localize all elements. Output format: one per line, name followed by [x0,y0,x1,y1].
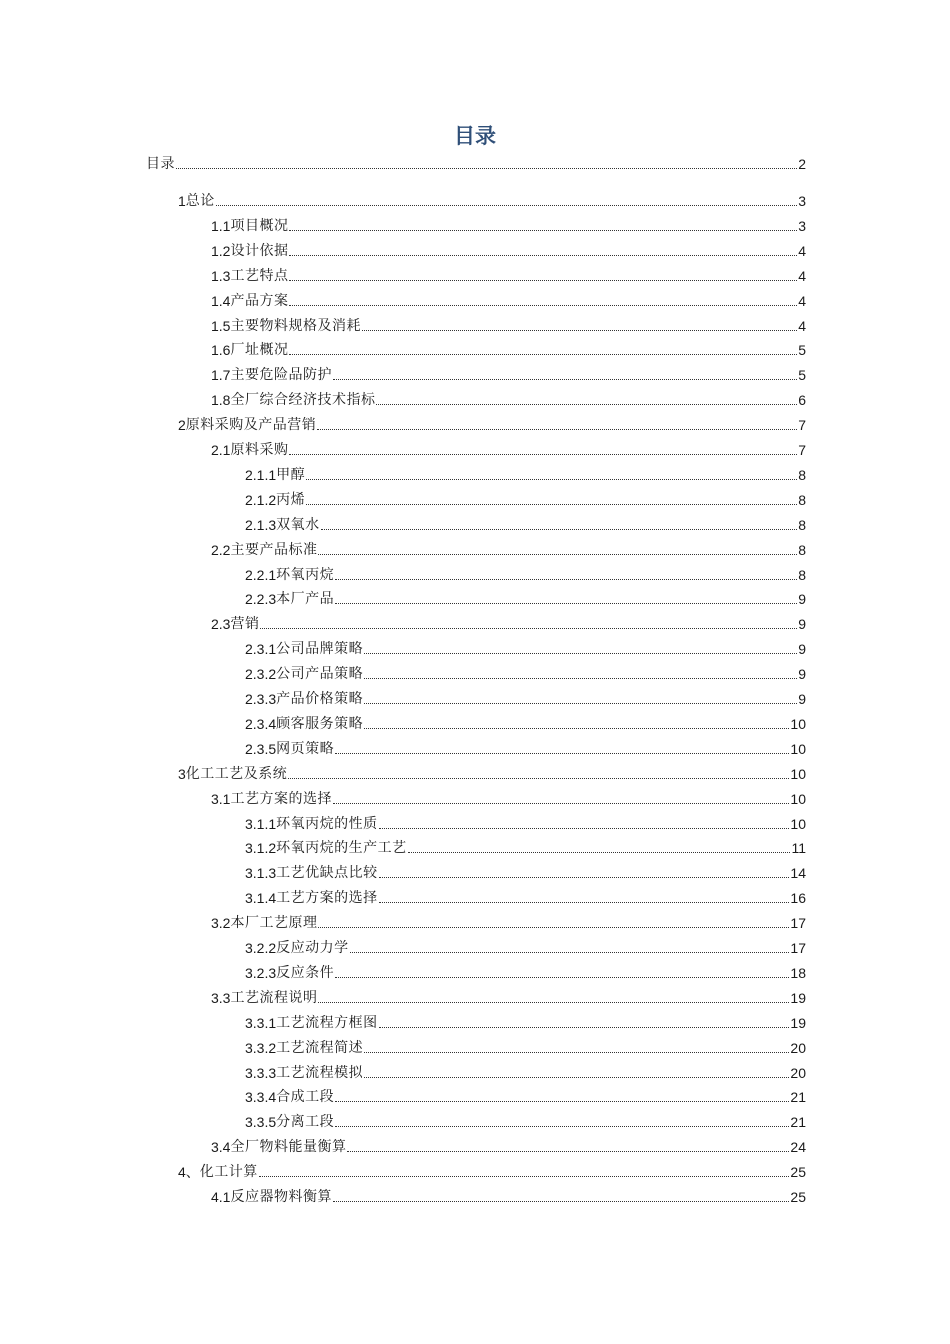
toc-entry-label: 环氧丙烷的性质 [276,815,378,832]
toc-dot-leader [350,952,790,953]
toc-entry-label: 分离工段 [276,1114,335,1131]
toc-entry[interactable] [211,613,806,633]
toc-entry[interactable] [245,962,806,982]
toc-dot-leader [379,828,790,829]
toc-entry-label: 主要产品标准 [230,541,318,558]
toc-entry[interactable] [178,763,806,783]
toc-entry-number: 3.2.2 [245,940,277,956]
toc-entry-page: 9 [798,691,806,707]
toc-entry[interactable] [245,489,806,509]
toc-dot-leader [379,1027,790,1028]
toc-entry-page: 8 [798,466,806,483]
toc-entry[interactable] [245,713,806,733]
toc-entry[interactable] [245,1086,806,1106]
toc-entry-number: 2.1 [211,442,231,458]
toc-entry-label: 工艺流程方框图 [276,1014,378,1031]
toc-dot-leader [289,454,797,455]
toc-entry-label: 工艺流程简述 [276,1039,364,1056]
toc-entry-page: 2 [798,156,806,172]
toc-dot-leader [333,1201,789,1202]
toc-entry-page: 19 [790,1014,806,1031]
toc-entry-label: 主要危险品防护 [230,367,332,384]
toc-dot-leader [408,852,791,853]
toc-dot-leader [376,404,797,405]
toc-entry-number: 2.3.2 [245,666,277,683]
toc-entry-page: 10 [790,740,806,757]
toc-entry-number: 3.1.1 [245,815,277,832]
toc-dot-leader [333,803,789,804]
toc-entry-number: 3.4 [211,1139,231,1156]
toc-entry-label: 工艺流程模拟 [276,1064,364,1081]
toc-entry-number: 3.3.4 [245,1089,277,1106]
toc-entry-page: 4 [798,242,806,259]
toc-dot-leader [318,554,797,555]
toc-entry-page: 17 [790,915,806,932]
toc-entry-page: 20 [790,1064,806,1081]
toc-entry[interactable] [211,339,806,359]
toc-entry[interactable] [211,788,806,808]
toc-dot-leader [318,927,789,928]
toc-dot-leader [259,1176,790,1177]
toc-entry-number: 3.3 [211,989,231,1006]
toc-entry[interactable] [211,315,806,335]
toc-entry-label: 化工工艺及系统 [185,765,288,782]
toc-entry-page: 24 [790,1139,806,1156]
toc-dot-leader [333,379,797,380]
toc-entry-label: 甲醇 [276,466,306,483]
toc-entry[interactable] [211,389,806,409]
toc-entry-page: 19 [790,989,806,1006]
toc-entry-number: 3.1.2 [245,840,277,857]
toc-entry-label: 工艺特点 [230,267,289,284]
toc-entry-page: 8 [798,516,806,533]
toc-entry-page: 10 [790,815,806,832]
toc-entry-number: 2.2 [211,541,231,558]
toc-dot-leader [362,330,797,331]
toc-entry-label: 反应器物料衡算 [230,1189,332,1205]
toc-entry[interactable] [211,364,806,384]
toc-entry[interactable] [211,265,806,285]
toc-entry-label: 产品价格策略 [276,691,364,707]
toc-entry-number: 3.1.3 [245,865,277,882]
toc-entry-page: 21 [790,1089,806,1106]
toc-entry-page: 17 [790,940,806,956]
toc-entry-page: 10 [790,790,806,807]
toc-entry-label: 本厂产品 [276,591,335,608]
toc-entry-label: 反应动力学 [276,940,349,956]
toc-entry-label: 网页策略 [276,740,335,757]
toc-entry-page: 8 [798,566,806,583]
toc-dot-leader [335,977,789,978]
toc-entry[interactable] [245,514,806,534]
toc-entry-label: 项目概况 [230,217,289,234]
toc-entry-page: 10 [790,715,806,732]
toc-dot-leader [321,529,798,530]
toc-entry-page: 25 [790,1189,806,1205]
toc-entry-page: 14 [790,865,806,882]
toc-entry-label: 公司品牌策略 [276,641,364,658]
toc-entry-number: 3.3.1 [245,1014,277,1031]
toc-entry-page: 5 [798,342,806,359]
toc-entry[interactable] [211,240,806,260]
toc-entry[interactable] [245,564,806,584]
toc-dot-leader [317,429,797,430]
toc-entry[interactable] [245,887,806,907]
toc-entry-number: 1.2 [211,242,231,259]
toc-entry-number: 1.6 [211,342,231,359]
toc-entry-number: 1.8 [211,392,231,409]
toc-entry-label: 丙烯 [276,491,306,508]
toc-entry-number: 2.2.1 [245,566,277,583]
toc-entry-page: 8 [798,541,806,558]
toc-entry[interactable] [245,588,806,608]
toc-entry-number: 1.3 [211,267,231,284]
toc-dot-leader [364,728,789,729]
toc-entry-page: 7 [798,417,806,434]
toc-entry-number: 1.7 [211,367,231,384]
page-title: 目录 [454,124,496,148]
toc-dot-leader [306,504,797,505]
toc-dot-leader [364,703,797,704]
toc-entry-page: 11 [791,840,806,857]
toc-entry-page: 5 [798,367,806,384]
toc-entry-number: 2.3 [211,616,231,633]
toc-entry-number: 3.3.5 [245,1114,277,1131]
toc-dot-leader [335,603,797,604]
toc-entry-page: 4 [798,292,806,309]
toc-entry-label: 厂址概况 [230,342,289,359]
toc-dot-leader [289,230,797,231]
toc-entry[interactable] [245,638,806,658]
toc-entry-page: 9 [798,616,806,633]
toc-entry-page: 6 [798,392,806,409]
toc-dot-leader [289,255,797,256]
toc-entry-label: 工艺优缺点比较 [276,865,378,882]
toc-entry-label: 反应条件 [276,964,335,981]
toc-entry-page: 25 [790,1164,806,1181]
toc-entry-number: 2.3.4 [245,715,277,732]
toc-entry[interactable] [178,1161,806,1181]
toc-entry-page: 7 [798,442,806,458]
toc-dot-leader [335,1126,789,1127]
toc-entry-page: 20 [790,1039,806,1056]
toc-entry-number: 3.1 [211,790,231,807]
toc-entry-number: 1.5 [211,317,231,334]
toc-entry[interactable] [245,1037,806,1057]
toc-dot-leader [364,1077,789,1078]
toc-entry[interactable] [245,663,806,683]
toc-entry[interactable] [211,1136,806,1156]
toc-dot-leader [289,305,797,306]
toc-entry[interactable] [245,837,806,857]
toc-entry-number: 2.3.1 [245,641,277,658]
toc-entry-page: 4 [798,317,806,334]
toc-dot-leader [335,1101,789,1102]
toc-entry-number: 3.3.3 [245,1064,277,1081]
toc-entry-label: 化工计算 [199,1164,258,1181]
toc-entry-label: 环氧丙烷的生产工艺 [276,840,407,857]
toc-entry[interactable] [245,1012,806,1032]
toc-entry-number: 2.1.3 [245,516,277,533]
toc-entry[interactable] [245,688,806,708]
toc-entry[interactable] [146,153,806,173]
toc-entry-number: 1 [178,193,186,209]
toc-entry-number: 3.3.2 [245,1039,277,1056]
toc-entry[interactable] [211,290,806,310]
toc-entry-label: 总论 [185,193,215,209]
toc-entry-label: 本厂工艺原理 [230,915,318,932]
toc-entry[interactable] [211,1186,806,1206]
toc-entry-number: 2.1.2 [245,491,277,508]
toc-entry-page: 9 [798,666,806,683]
toc-dot-leader [364,1052,789,1053]
toc-entry[interactable] [211,215,806,235]
toc-entry[interactable] [178,414,806,434]
toc-entry-number: 3 [178,765,186,782]
toc-entry-label: 公司产品策略 [276,666,364,683]
toc-entry-label: 产品方案 [230,292,289,309]
toc-entry-number: 2.3.5 [245,740,277,757]
toc-entry-label: 全厂综合经济技术指标 [230,392,376,409]
toc-entry-label: 目录 [146,156,175,172]
toc-dot-leader [379,902,790,903]
toc-entry-number: 1.4 [211,292,231,309]
toc-dot-leader [335,579,797,580]
toc-dot-leader [318,1002,789,1003]
toc-entry[interactable] [178,190,806,210]
toc-entry[interactable] [245,1111,806,1131]
toc-entry-label: 工艺流程说明 [230,989,318,1006]
toc-entry-number: 2.2.3 [245,591,277,608]
toc-entry-number: 3.2.3 [245,964,277,981]
toc-dot-leader [347,1151,789,1152]
toc-entry-page: 3 [798,217,806,234]
toc-entry-page: 10 [790,765,806,782]
toc-entry-page: 4 [798,267,806,284]
toc-entry-page: 21 [790,1114,806,1131]
toc-entry-number: 4、 [178,1164,200,1181]
toc-entry-number: 3.1.4 [245,890,277,907]
toc-entry[interactable] [245,738,806,758]
toc-entry-number: 1.1 [211,217,231,234]
toc-dot-leader [176,168,797,169]
toc-dot-leader [288,778,789,779]
toc-entry-label: 原料采购及产品营销 [185,417,317,434]
toc-entry-page: 18 [790,964,806,981]
toc-dot-leader [260,628,797,629]
toc-dot-leader [364,653,797,654]
toc-entry-label: 营销 [230,616,260,633]
toc-entry-page: 3 [798,193,806,209]
toc-entry-number: 4.1 [211,1189,231,1205]
toc-entry[interactable] [245,464,806,484]
toc-entry[interactable] [211,987,806,1007]
toc-entry-number: 3.2 [211,915,231,932]
toc-dot-leader [379,877,790,878]
toc-entry-label: 全厂物料能量衡算 [230,1139,347,1156]
toc-entry-page: 8 [798,491,806,508]
toc-entry-page: 9 [798,591,806,608]
toc-entry-page: 16 [790,890,806,907]
toc-entry-label: 工艺方案的选择 [276,890,378,907]
toc-entry[interactable] [211,539,806,559]
toc-entry-label: 环氧丙烷 [276,566,335,583]
toc-dot-leader [364,678,797,679]
toc-entry[interactable] [245,862,806,882]
toc-entry-label: 工艺方案的选择 [230,790,332,807]
toc-entry-label: 合成工段 [276,1089,335,1106]
toc-entry[interactable] [211,912,806,932]
toc-dot-leader [289,354,797,355]
toc-entry[interactable] [245,937,806,957]
toc-entry-label: 双氧水 [276,516,320,533]
toc-entry-number: 2.3.3 [245,691,277,707]
toc-entry-page: 9 [798,641,806,658]
toc-dot-leader [306,479,797,480]
toc-entry[interactable] [245,813,806,833]
toc-dot-leader [216,205,797,206]
toc-entry-label: 主要物料规格及消耗 [230,317,361,334]
toc-entry-number: 2.1.1 [245,466,277,483]
toc-entry-label: 原料采购 [230,442,289,458]
toc-entry[interactable] [211,439,806,459]
toc-dot-leader [335,753,789,754]
toc-entry[interactable] [245,1062,806,1082]
toc-entry-label: 顾客服务策略 [276,715,364,732]
toc-entry-number: 2 [178,417,186,434]
toc-dot-leader [289,280,797,281]
toc-entry-label: 设计依据 [230,242,289,259]
